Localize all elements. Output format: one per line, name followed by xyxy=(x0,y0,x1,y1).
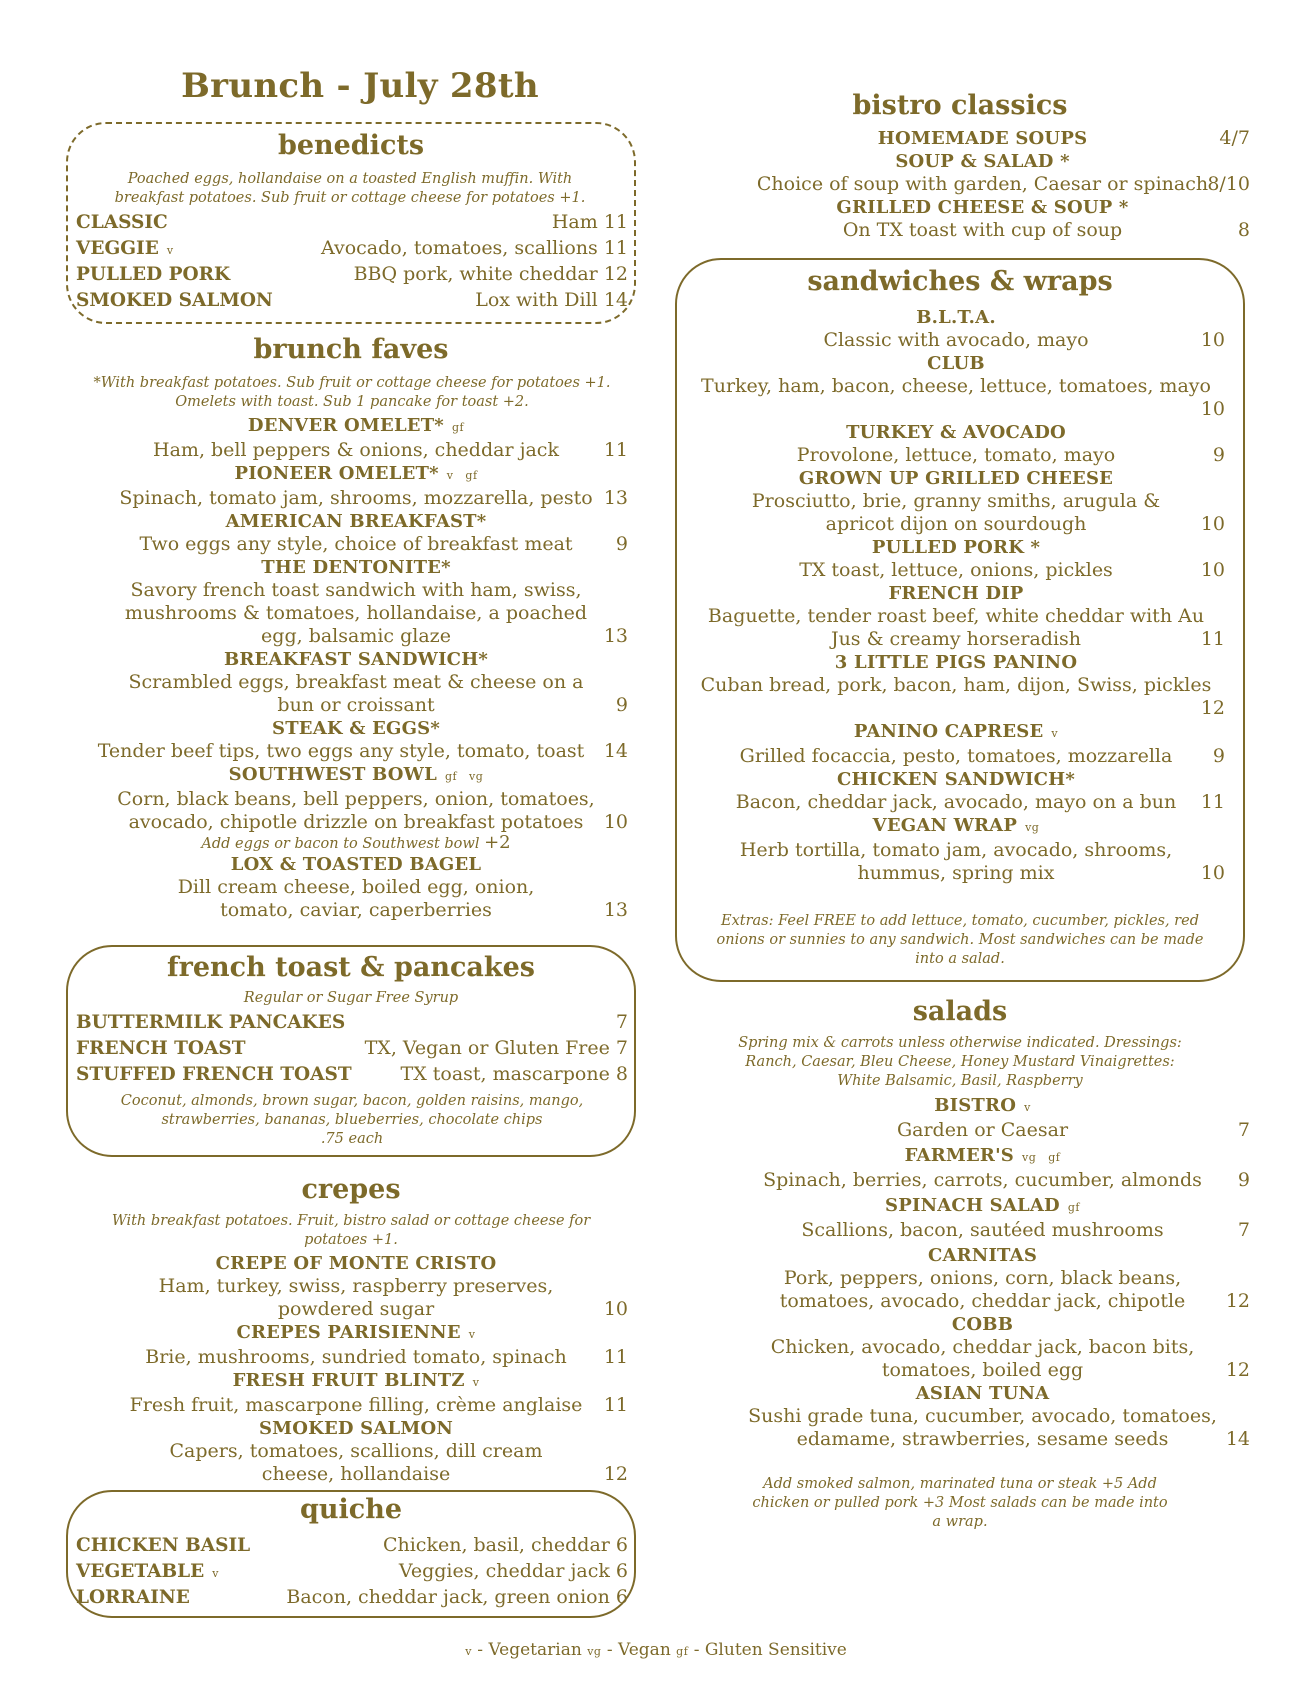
item-name: PULLED PORK xyxy=(76,264,231,285)
item-desc: Bacon, cheddar jack, avocado, mayo on a bun 11 xyxy=(735,791,1225,813)
diet-tag: v gf xyxy=(446,469,478,482)
item-name: DENVER OMELET* gf xyxy=(247,415,465,436)
gluten-label: - Gluten Sensitive xyxy=(688,1640,847,1660)
item-name: CREPES PARISIENNE v xyxy=(236,1322,476,1343)
item-desc: Corn, black beans, bell peppers, onion, tomatoes, avocado, chipotle drizzle on breakfast potatoes 10 xyxy=(117,788,628,833)
item-name: SMOKED SALMON xyxy=(76,290,273,311)
benedict-item xyxy=(76,210,628,235)
vegetarian-tag: v xyxy=(465,1645,472,1658)
item-name: STEAK & EGGS* xyxy=(272,718,440,739)
item-name: SOUTHWEST BOWL gf vg xyxy=(228,764,484,785)
item-desc: Veggies, cheddar jack xyxy=(398,1560,610,1582)
item-name: CREPE OF MONTE CRISTO xyxy=(215,1253,497,1274)
item-price: 13 xyxy=(603,487,628,509)
item-name: BISTRO v xyxy=(934,1095,1031,1116)
item-name: HOMEMADE SOUPS xyxy=(877,128,1088,149)
french-toast-item xyxy=(76,1010,628,1035)
item-price: 11 xyxy=(603,237,628,259)
item-name: VEGGIE xyxy=(76,238,159,259)
vegan-tag: vg xyxy=(587,1645,602,1658)
item-desc: On TX toast with cup of soup 8 xyxy=(842,219,1250,241)
sandwiches-extras: Extras: Feel FREE to add lettuce, tomato, cucumber, pickles, red onions or sunnies to any sandwich. Most sandwiches can be made into a salad. xyxy=(716,913,1204,967)
item-name: 3 LITTLE PIGS PANINO xyxy=(834,652,1078,673)
benedict-item xyxy=(76,262,628,287)
brunch-faves-note: *With breakfast potatoes. Sub fruit or cottage cheese for potatoes +1. Omelets with toast. Sub 1 pancake for toast +2. xyxy=(93,375,611,410)
item-name: CARNITAS xyxy=(927,1245,1038,1266)
item-name: LOX & TOASTED BAGEL xyxy=(230,854,482,875)
item-desc: Fresh fruit, mascarpone filling, crème anglaise 11 xyxy=(129,1394,628,1416)
french-toast-item xyxy=(76,1036,628,1061)
item-name: AMERICAN BREAKFAST* xyxy=(225,511,487,532)
item-desc: Garden or Caesar 7 xyxy=(896,1119,1250,1141)
item-name: SPINACH SALAD gf xyxy=(885,1195,1080,1216)
quiche-item xyxy=(76,1585,628,1610)
item-price: 8 xyxy=(615,1063,628,1085)
item-name: SOUP & SALAD * xyxy=(895,151,1070,172)
bistro-title: bistro classics xyxy=(852,90,1068,121)
item-name: STUFFED FRENCH TOAST xyxy=(76,1064,352,1085)
french-toast-item xyxy=(76,1062,628,1087)
item-name: CLUB xyxy=(927,353,985,374)
item-desc: Avocado, tomatoes, scallions xyxy=(321,237,598,259)
item-price: 11 xyxy=(603,439,628,461)
sandwiches-title: sandwiches & wraps xyxy=(807,266,1113,297)
item-name: FRENCH DIP xyxy=(888,583,1024,604)
item-name: PULLED PORK * xyxy=(871,537,1041,558)
addon-note: Add eggs or bacon to Southwest bowl +2 xyxy=(201,832,511,853)
quiche-title: quiche xyxy=(299,1494,402,1525)
diet-tag: v xyxy=(1051,727,1059,740)
item-price: 11 xyxy=(603,1346,628,1368)
item-name: CHICKEN SANDWICH* xyxy=(837,769,1075,790)
item-name: THE DENTONITE* xyxy=(261,557,451,578)
item-price: 10 xyxy=(603,1298,628,1320)
item-name: CHICKEN BASIL xyxy=(76,1535,251,1556)
french-toast-title: french toast & pancakes xyxy=(167,952,535,983)
benedicts-title: benedicts xyxy=(277,130,425,161)
item-desc: Provolone, lettuce, tomato, mayo 9 xyxy=(796,444,1225,466)
diet-tag: v xyxy=(212,1567,219,1580)
item-price: 11 xyxy=(1200,628,1225,650)
item-price: 9 xyxy=(1237,1169,1250,1191)
item-name: VEGAN WRAP vg xyxy=(872,815,1040,836)
item-name: FARMER'S vg gf xyxy=(904,1145,1061,1166)
item-desc: Spinach, berries, carrots, cucumber, almonds 9 xyxy=(763,1169,1250,1191)
item-name: PANINO CAPRESE v xyxy=(853,721,1059,742)
item-price: 6 xyxy=(615,1534,628,1556)
item-desc: Ham, bell peppers & onions, cheddar jack 11 xyxy=(153,439,628,461)
diet-tag: v xyxy=(468,1328,476,1341)
item-name: LORRAINE xyxy=(76,1587,190,1608)
brunch-faves-title: brunch faves xyxy=(253,334,449,365)
item-desc: Tender beef tips, two eggs any style, tomato, toast 14 xyxy=(97,740,628,762)
sandwiches-list xyxy=(687,306,1225,885)
item-desc: Grilled focaccia, pesto, tomatoes, mozzarella 9 xyxy=(739,745,1225,767)
item-name: ASIAN TUNA xyxy=(915,1383,1050,1404)
item-name: VEGETABLE xyxy=(76,1561,205,1582)
item-desc: BBQ pork, white cheddar xyxy=(353,263,598,285)
addon-price: +2 xyxy=(484,832,511,853)
item-desc: Two eggs any style, choice of breakfast meat 9 xyxy=(139,533,628,555)
item-price: 12 xyxy=(603,263,628,285)
diet-tag: vg xyxy=(1025,821,1040,834)
item-price: 10 xyxy=(1200,559,1225,581)
item-price: 6 xyxy=(615,1586,628,1608)
item-price: 7 xyxy=(1237,1119,1250,1141)
vegan-label: - Vegan xyxy=(601,1640,677,1660)
toppings-price: .75 each xyxy=(320,1131,384,1147)
item-price: 11 xyxy=(603,211,628,233)
salads-note: Spring mix & carrots unless otherwise indicated. Dressings: Ranch, Caesar, Bleu Cheese, Honey Mustard Vinaigrettes: White Balsamic, Basil, Raspberry xyxy=(738,1035,1182,1089)
salads-title: salads xyxy=(912,996,1008,1027)
item-desc: TX toast, lettuce, onions, pickles 10 xyxy=(799,559,1225,581)
item-price: 14 xyxy=(603,740,628,762)
item-price: 8 xyxy=(1237,219,1250,241)
item-name: FRESH FRUIT BLINTZ v xyxy=(232,1370,480,1391)
item-price: 14 xyxy=(603,289,628,311)
item-price: 12 xyxy=(1225,1359,1250,1381)
french-toast-note: Regular or Sugar Free Syrup xyxy=(243,990,459,1006)
item-name: BUTTERMILK PANCAKES xyxy=(76,1012,346,1033)
item-price: 10 xyxy=(1200,329,1225,351)
quiche-item xyxy=(76,1559,628,1584)
item-desc: Ham xyxy=(551,211,598,233)
salads-footer: Add smoked salmon, marinated tuna or steak +5 Add chicken or pulled pork +3 Most salads can be made into a wrap. xyxy=(752,1476,1168,1530)
item-price: 11 xyxy=(1200,791,1225,813)
item-price: 10 xyxy=(1200,398,1225,420)
bistro-list xyxy=(715,127,1250,242)
diet-tag: v xyxy=(166,244,174,257)
item-desc: TX toast, mascarpone xyxy=(400,1063,610,1085)
item-price: 13 xyxy=(603,899,628,921)
item-price: 10 xyxy=(603,811,628,833)
item-price: 7 xyxy=(1237,1219,1250,1241)
item-price: 9 xyxy=(615,694,628,716)
item-name: B.L.T.A. xyxy=(916,307,996,328)
quiche-item xyxy=(76,1533,628,1558)
diet-tag: gf vg xyxy=(444,770,484,783)
item-desc: Bacon, cheddar jack, green onion xyxy=(286,1586,610,1608)
item-desc: Turkey, ham, bacon, cheese, lettuce, tomatoes, mayo 10 xyxy=(701,375,1225,420)
item-price: 8/10 xyxy=(1207,173,1250,195)
item-desc: Scallions, bacon, sautéed mushrooms 7 xyxy=(801,1219,1250,1241)
item-desc: Capers, tomatoes, scallions, dill cream cheese, hollandaise 12 xyxy=(169,1440,628,1485)
item-desc: Pork, peppers, onions, corn, black beans, tomatoes, avocado, cheddar jack, chipotle 12 xyxy=(779,1267,1250,1312)
toppings-note: Coconut, almonds, brown sugar, bacon, golden raisins, mango, strawberries, bananas, blueberries, chocolate chips .75 each xyxy=(120,1093,584,1147)
item-name: GROWN UP GRILLED CHEESE xyxy=(798,468,1114,489)
item-desc: Prosciutto, brie, granny smiths, arugula & apricot dijon on sourdough 10 xyxy=(751,490,1225,535)
item-price: 10 xyxy=(1200,862,1225,884)
gluten-tag: gf xyxy=(676,1645,689,1658)
item-price: 13 xyxy=(603,625,628,647)
item-desc: TX, Vegan or Gluten Free xyxy=(364,1037,610,1059)
item-price: 9 xyxy=(615,533,628,555)
diet-tag: v xyxy=(1024,1101,1031,1114)
diet-legend xyxy=(0,1640,1312,1660)
item-price: 7 xyxy=(615,1037,628,1059)
item-desc: Scrambled eggs, breakfast meat & cheese on a bun or croissant 9 xyxy=(128,671,628,716)
item-name: BREAKFAST SANDWICH* xyxy=(223,649,489,670)
item-desc: Choice of soup with garden, Caesar or spinach 8/10 xyxy=(756,173,1250,195)
item-price: 10 xyxy=(1200,513,1225,535)
item-price: 9 xyxy=(1212,745,1225,767)
item-price: 4/7 xyxy=(1219,127,1250,149)
item-desc: Herb tortilla, tomato jam, avocado, shrooms, hummus, spring mix 10 xyxy=(739,839,1225,884)
item-name: FRENCH TOAST xyxy=(76,1038,246,1059)
diet-tag: gf xyxy=(1067,1201,1080,1214)
item-name: PIONEER OMELET* v gf xyxy=(234,463,478,484)
item-desc: Lox with Dill xyxy=(475,289,598,311)
item-desc: Cuban bread, pork, bacon, ham, dijon, Swiss, pickles 12 xyxy=(700,674,1225,719)
diet-tag: gf xyxy=(451,421,465,434)
item-desc: Classic with avocado, mayo 10 xyxy=(823,329,1225,351)
benedict-item xyxy=(76,288,628,313)
item-desc: Brie, mushrooms, sundried tomato, spinach 11 xyxy=(145,1346,628,1368)
item-price: 7 xyxy=(615,1011,628,1033)
benedict-item xyxy=(76,236,628,261)
item-row xyxy=(715,127,1250,150)
item-price: 6 xyxy=(615,1560,628,1582)
diet-tag: v xyxy=(472,1376,480,1389)
salads-list xyxy=(715,1094,1250,1451)
item-desc: Dill cream cheese, boiled egg, onion, tomato, caviar, caperberries 13 xyxy=(177,876,628,921)
brunch-faves-list xyxy=(84,414,628,922)
item-price: 12 xyxy=(1225,1290,1250,1312)
item-desc: Chicken, avocado, cheddar jack, bacon bits, tomatoes, boiled egg 12 xyxy=(770,1336,1250,1381)
vegetarian-label: - Vegetarian xyxy=(471,1640,588,1660)
benedicts-note: Poached eggs, hollandaise on a toasted English muffin. With breakfast potatoes. Sub fruit or cottage cheese for potatoes +1. xyxy=(114,171,586,206)
crepes-note: With breakfast potatoes. Fruit, bistro salad or cottage cheese for potatoes +1. xyxy=(111,1213,591,1248)
item-desc: Baguette, tender roast beef, white cheddar with Au Jus & creamy horseradish 11 xyxy=(707,605,1225,650)
item-name: SMOKED SALMON xyxy=(258,1418,454,1439)
item-name: CLASSIC xyxy=(76,212,168,233)
item-price: 9 xyxy=(1212,444,1225,466)
item-desc: Ham, turkey, swiss, raspberry preserves, powdered sugar 10 xyxy=(158,1275,628,1320)
item-desc: Spinach, tomato jam, shrooms, mozzarella, pesto 13 xyxy=(119,487,628,509)
item-desc: Savory french toast sandwich with ham, swiss, mushrooms & tomatoes, hollandaise, a poached egg, balsamic glaze 13 xyxy=(124,579,628,647)
item-name: COBB xyxy=(951,1314,1014,1335)
diet-tag: vg gf xyxy=(1022,1151,1061,1164)
item-name: GRILLED CHEESE & SOUP * xyxy=(836,197,1129,218)
item-name: TURKEY & AVOCADO xyxy=(846,422,1066,443)
item-price: 14 xyxy=(1225,1428,1250,1450)
item-price: 11 xyxy=(603,1394,628,1416)
item-desc: Sushi grade tuna, cucumber, avocado, tomatoes, edamame, strawberries, sesame seeds 14 xyxy=(748,1405,1250,1450)
crepes-title: crepes xyxy=(301,1174,401,1205)
crepes-list xyxy=(84,1252,628,1486)
item-desc: Chicken, basil, cheddar xyxy=(382,1534,610,1556)
item-price: 12 xyxy=(603,1463,628,1485)
item-price: 12 xyxy=(1200,697,1225,719)
menu-title: Brunch - July 28th xyxy=(181,66,539,106)
